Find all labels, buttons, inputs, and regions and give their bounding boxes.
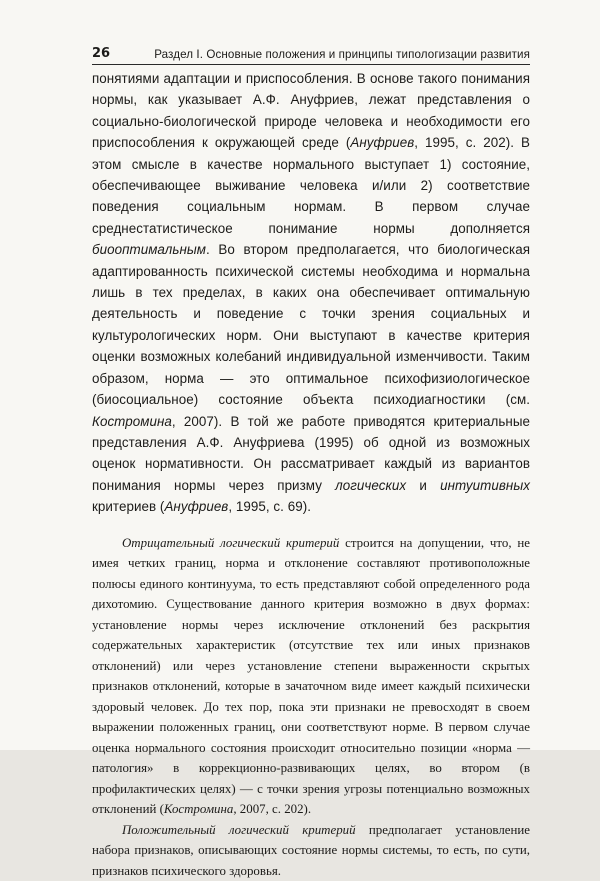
- term-positive-criterion: Положительный логический критерий: [122, 822, 356, 837]
- text-span: . Во втором предполагается, что биологическая адаптированность психической системы необходима и нормальна лишь в тех пределах, в каких она обеспечивает оптимальную деятельность и поведение с точки зрения социальных и культурологических норм. Они выступают в качестве критерия оценки возможных колебаний индивидуальной изменчивости. Таким образом, норма — это оптимальное психофизиологическое (биосоциальное) состояние объекта психодиагностики (см.: [92, 242, 530, 408]
- citation: Ануфриев: [164, 499, 229, 515]
- text-span: , 2007, с. 202).: [233, 802, 312, 817]
- text-span: , 1995, с. 202). В этом смысле в качестве нормального выступает 1) состояние, обеспечивающее выживание человека и/или 2) соответствие поведения социальным нормам. В первом случае среднестатистическое понимание нормы дополняется: [92, 135, 530, 236]
- term-logical: логических: [335, 477, 407, 493]
- paragraph-positive-criterion: [92, 820, 530, 881]
- term-bioptimal: биооптимальным: [92, 242, 207, 258]
- term-negative-criterion: Отрицательный логический критерий: [122, 535, 340, 550]
- section-title: Раздел I. Основные положения и принципы типологизации развития: [154, 48, 530, 61]
- text-span: , 2007). В той же работе приводятся критериальные представления А.Ф. Ануфриева (1995) об одной из возможных оценок нормативности. Он рассматривает каждый из вариантов понимания нормы через призму: [92, 413, 530, 493]
- citation: Ануфриев: [350, 135, 415, 151]
- citation: Костромина: [163, 802, 234, 817]
- text-span: , 1995, с. 69).: [228, 499, 311, 515]
- paragraph-gap: [92, 518, 530, 533]
- text-span: понятиями адаптации и приспособления. В основе такого понимания нормы, как указывает А.Ф. Ануфриев, лежат представления о социально-биологической природе человека и необходимости его приспособления к окружающей среде (: [92, 71, 530, 151]
- text-span: критериев (: [92, 499, 165, 515]
- term-intuitive: интуитивных: [440, 477, 530, 493]
- text-span: предполагает установление набора признаков, описывающих состояние нормы системы, то есть, по сути, признаков психического здоровья.: [92, 822, 531, 878]
- text-span: строится на допущении, что, не имея четких границ, норма и отклонение составляют противоположные полюсы единого континуума, то есть представляют собой определенного рода дихотомию. Существование данного критерия возможно в двух формах: установление нормы через исключение отклонений без раскрытия содержательных характеристик (отсутствие тех или иных признаков отклонений) или через установление степени выраженности скрытых признаков отклонений, которые в зачаточном виде имеет каждый психически здоровый человек. До тех пор, пока эти признаки не превосходят в своем выражении положенных границ, они соответствуют норме. В первом случае оценка нормального состояния происходит относительно позиции «норма — патология» в коррекционно-развивающих целях, во втором (в профилактических целях) — с точки зрения угрозы потенциально возможных отклонений (: [92, 535, 530, 817]
- citation: Костромина: [92, 413, 172, 429]
- page-number: 26: [92, 46, 111, 61]
- running-header: [92, 38, 530, 65]
- text-span: и: [406, 477, 441, 493]
- paragraph-norm-understanding: [92, 68, 530, 518]
- page-body: [92, 68, 530, 881]
- paragraph-negative-criterion: [92, 533, 530, 820]
